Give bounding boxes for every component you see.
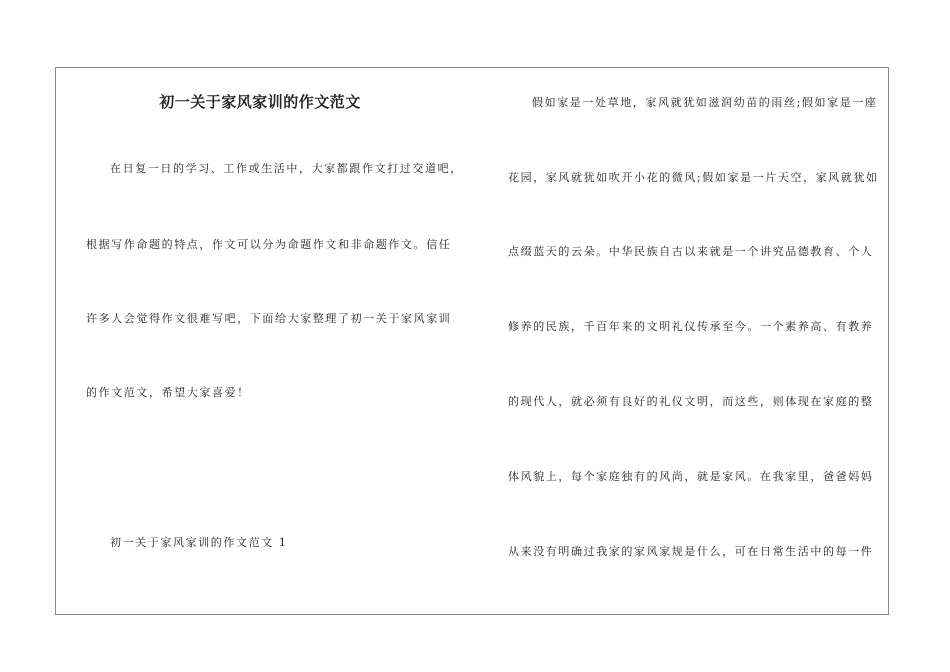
paragraph-line: 体风貌上，每个家庭独有的风尚，就是家风。在我家里，爸爸妈妈 xyxy=(508,470,874,483)
paragraph-line: 修养的民族，千百年来的文明礼仪传承至今。一个素养高、有教养 xyxy=(508,320,874,333)
paragraph-line: 的作文范文，希望大家喜爱！ xyxy=(86,386,250,399)
paragraph-line: 花园，家风就犹如吹开小花的微风;假如家是一片天空，家风就犹如 xyxy=(508,171,879,184)
paragraph-line: 从来没有明确过我家的家风家规是什么，可在日常生活中的每一件 xyxy=(508,545,874,558)
paragraph-line: 点缀蓝天的云朵。中华民族自古以来就是一个讲究品德教育、个人 xyxy=(508,245,874,258)
paragraph-line: 许多人会觉得作文很难写吧，下面给大家整理了初一关于家风家训 xyxy=(86,312,452,325)
document-title: 初一关于家风家训的作文范文 xyxy=(159,93,361,111)
paragraph-line: 的现代人，就必须有良好的礼仪文明，而这些，则体现在家庭的整 xyxy=(508,395,874,408)
paragraph-line: 在日复一日的学习、工作或生活中，大家都跟作文打过交道吧， xyxy=(110,162,463,175)
paragraph-line: 假如家是一处草地，家风就犹如滋润幼苗的雨丝;假如家是一座 xyxy=(532,96,878,109)
page-frame xyxy=(55,67,889,615)
section-heading: 初一关于家风家训的作文范文 1 xyxy=(110,536,288,549)
paragraph-line: 根据写作命题的特点，作文可以分为命题作文和非命题作文。信任 xyxy=(86,238,452,251)
